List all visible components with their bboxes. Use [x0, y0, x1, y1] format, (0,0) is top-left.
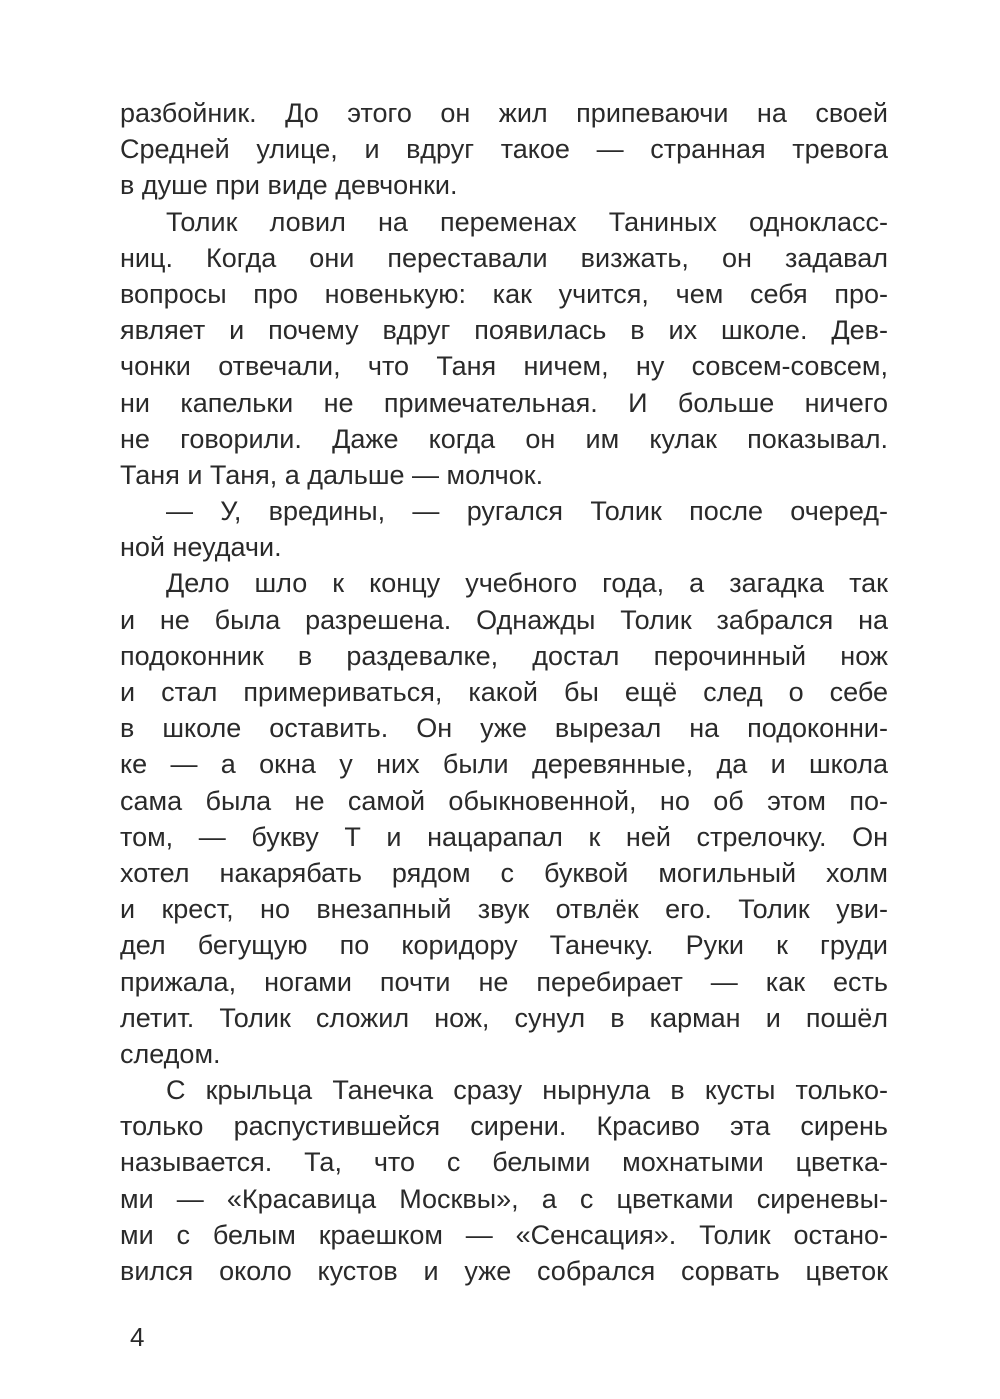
text-line: в душе при виде девчонки. [120, 170, 458, 201]
text-line: называется. Та, что с белыми мохнатыми цветка- [120, 1147, 888, 1178]
text-line: — У, вредины, — ругался Толик после очеред- [166, 496, 888, 527]
text-line: чонки отвечали, что Таня ничем, ну совсем-совсем, [120, 351, 888, 382]
text-line: сама была не самой обыкновенной, но об этом по- [120, 785, 888, 816]
text-line: подоконник в раздевалке, достал перочинный нож [120, 640, 888, 671]
text-line: и не была разрешена. Однажды Толик забрался на [120, 604, 888, 635]
page-text [120, 95, 888, 1289]
text-line: Средней улице, и вдруг такое — странная тревога [120, 134, 888, 165]
text-line: только распустившейся сирени. Красиво эта сирень [120, 1111, 888, 1142]
text-line: ниц. Когда они переставали визжать, он задавал [120, 242, 888, 273]
text-line: и стал примериваться, какой бы ещё след о себе [120, 677, 888, 707]
text-line: ни капельки не примечательная. И больше ничего [120, 387, 888, 418]
text-line: том, — букву Т и нацарапал к ней стрелочку. Он [120, 821, 888, 852]
text-line: разбойник. До этого он жил припеваючи на своей [120, 98, 888, 128]
text-line: ми — «Красавица Москвы», а с цветками сиреневы- [120, 1183, 888, 1214]
text-line: дел бегущую по коридору Танечку. Руки к груди [120, 930, 888, 961]
text-line: не говорили. Даже когда он им кулак показывал. [120, 423, 888, 454]
text-line: и крест, но внезапный звук отвлёк его. Толик уви- [120, 894, 888, 925]
text-line: Толик ловил на переменах Таниных однокласс- [166, 206, 888, 237]
text-line: хотел накарябать рядом с буквой могильный холм [120, 857, 888, 888]
text-line: летит. Толик сложил нож, сунул в карман и пошёл [120, 1002, 888, 1033]
text-line: Таня и Таня, а дальше — молчок. [120, 459, 544, 490]
text-line: С крыльца Танечка сразу нырнула в кусты только- [166, 1075, 888, 1106]
text-line: ке — а окна у них были деревянные, да и школа [120, 749, 888, 780]
text-line: прижала, ногами почти не перебирает — как есть [120, 966, 888, 997]
text-line: в школе оставить. Он уже вырезал на подоконни- [120, 713, 888, 744]
text-line: ной неудачи. [120, 532, 282, 563]
text-line: вился около кустов и уже собрался сорвать цветок [120, 1256, 888, 1286]
text-line: являет и почему вдруг появилась в их школе. Дев- [120, 315, 888, 346]
text-line: ми с белым краешком — «Сенсация». Толик остано- [120, 1219, 888, 1250]
text-line: следом. [120, 1038, 221, 1069]
page-number: 4 [130, 1322, 145, 1352]
text-line: Дело шло к концу учебного года, а загадка так [166, 568, 888, 599]
text-line: вопросы про новенькую: как учится, чем себя про- [120, 278, 888, 309]
